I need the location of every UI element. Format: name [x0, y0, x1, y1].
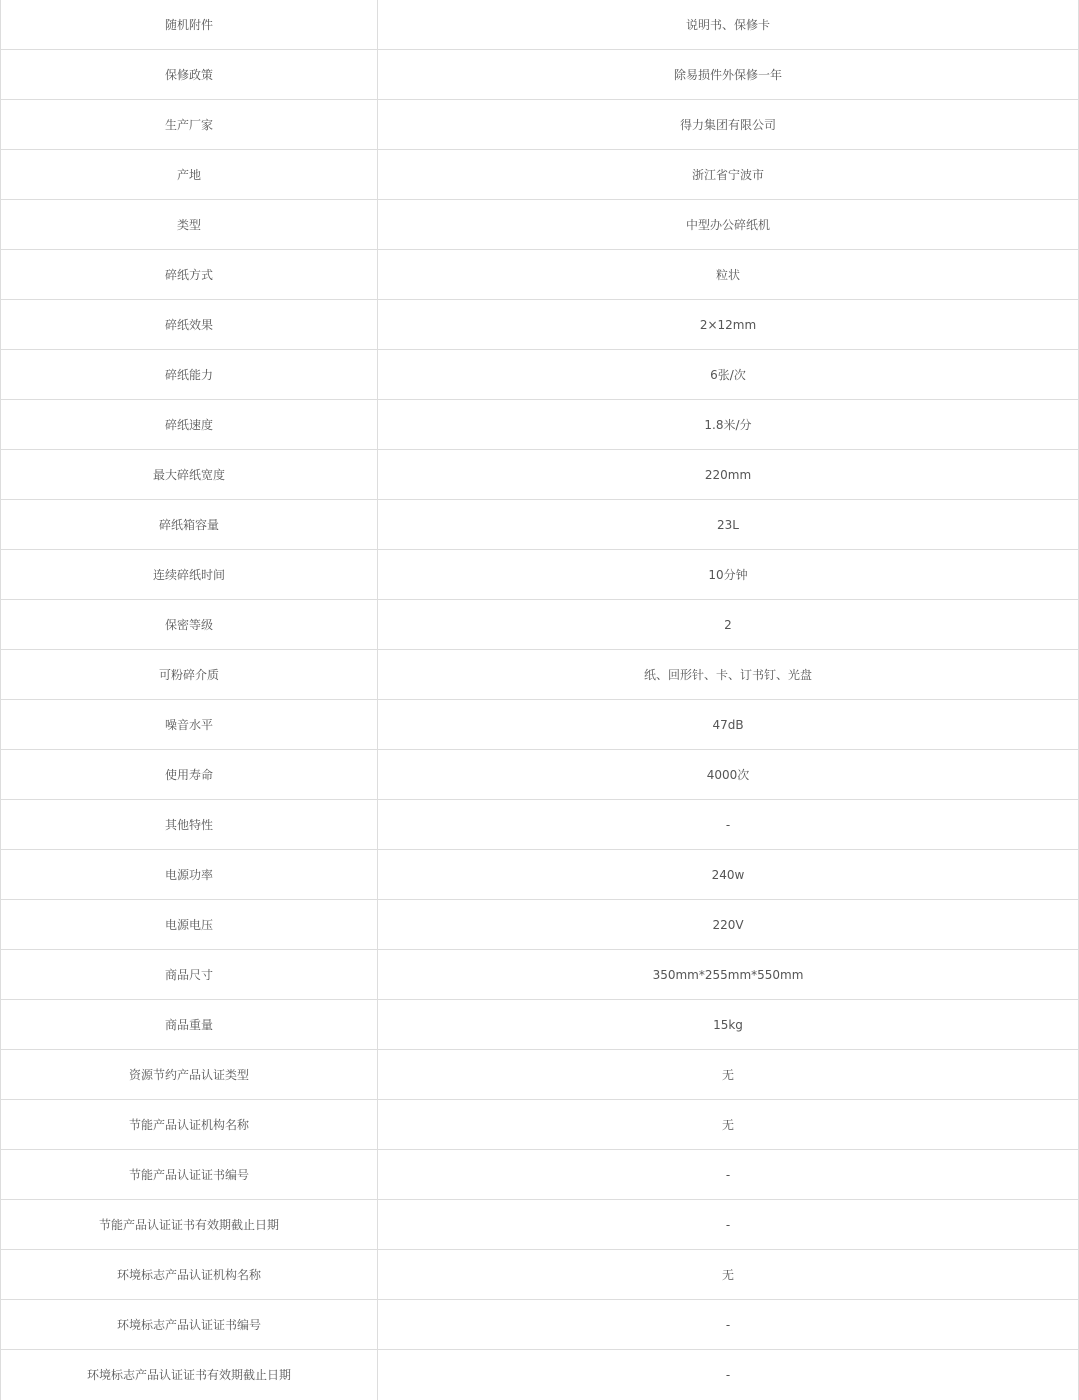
spec-value: 350mm*255mm*550mm [652, 967, 804, 982]
spec-value: 无 [721, 1267, 734, 1282]
spec-name: 产地 [1, 150, 378, 199]
spec-row [1, 1350, 1078, 1400]
spec-row [1, 250, 1078, 300]
spec-name: 可粉碎介质 [1, 650, 378, 699]
spec-row [1, 500, 1078, 550]
spec-name: 随机附件 [1, 0, 378, 49]
spec-name: 碎纸效果 [1, 300, 378, 349]
spec-row [1, 1000, 1078, 1050]
spec-row [1, 850, 1078, 900]
spec-name: 碎纸方式 [1, 250, 378, 299]
spec-name: 商品尺寸 [1, 950, 378, 999]
spec-name: 环境标志产品认证证书编号 [1, 1300, 378, 1349]
spec-value: 说明书、保修卡 [685, 17, 770, 32]
spec-value: - [725, 817, 731, 832]
spec-value: 23L [717, 517, 739, 532]
spec-name: 资源节约产品认证类型 [1, 1050, 378, 1099]
spec-name: 节能产品认证证书有效期截止日期 [1, 1200, 378, 1249]
spec-row [1, 800, 1078, 850]
spec-value: - [725, 1368, 731, 1382]
spec-name: 电源电压 [1, 900, 378, 949]
spec-name: 节能产品认证机构名称 [1, 1100, 378, 1149]
spec-row [1, 650, 1078, 700]
spec-name: 碎纸能力 [1, 350, 378, 399]
spec-name: 碎纸速度 [1, 400, 378, 449]
spec-value: 15kg [713, 1017, 743, 1032]
spec-value: 得力集团有限公司 [679, 117, 776, 132]
spec-value: 220V [712, 917, 744, 932]
spec-row [1, 1250, 1078, 1300]
spec-name: 连续碎纸时间 [1, 550, 378, 599]
spec-value: 47dB [712, 717, 744, 732]
spec-name: 噪音水平 [1, 700, 378, 749]
spec-value: 4000次 [706, 767, 750, 782]
spec-value: 除易损件外保修一年 [673, 67, 782, 82]
spec-value: 220mm [704, 467, 752, 482]
spec-name: 环境标志产品认证机构名称 [1, 1250, 378, 1299]
spec-value: 浙江省宁波市 [691, 167, 764, 182]
spec-value: - [725, 1217, 731, 1232]
spec-value: 2 [724, 617, 732, 632]
spec-name: 最大碎纸宽度 [1, 450, 378, 499]
spec-row [1, 550, 1078, 600]
spec-value: 无 [721, 1067, 734, 1082]
spec-row [1, 900, 1078, 950]
spec-name: 节能产品认证证书编号 [1, 1150, 378, 1199]
spec-row [1, 1300, 1078, 1350]
spec-row [1, 200, 1078, 250]
spec-row [1, 1050, 1078, 1100]
spec-name: 类型 [1, 200, 378, 249]
spec-name: 环境标志产品认证证书有效期截止日期 [1, 1350, 378, 1400]
spec-name: 使用寿命 [1, 750, 378, 799]
spec-row [1, 50, 1078, 100]
spec-row [1, 750, 1078, 800]
spec-row [1, 600, 1078, 650]
spec-row [1, 1150, 1078, 1200]
spec-row [1, 1100, 1078, 1150]
spec-row [1, 150, 1078, 200]
spec-name: 保密等级 [1, 600, 378, 649]
spec-value: 粒状 [715, 267, 740, 282]
spec-row [1, 350, 1078, 400]
spec-value: 240w [711, 867, 745, 882]
spec-row [1, 400, 1078, 450]
spec-value: 6张/次 [710, 367, 746, 382]
spec-value: 1.8米/分 [704, 417, 752, 432]
spec-name: 商品重量 [1, 1000, 378, 1049]
spec-name: 生产厂家 [1, 100, 378, 149]
spec-value: 无 [721, 1117, 734, 1132]
spec-name: 其他特性 [1, 800, 378, 849]
spec-value: 2×12mm [699, 317, 757, 332]
spec-row [1, 100, 1078, 150]
spec-row [1, 700, 1078, 750]
spec-value: 10分钟 [708, 567, 748, 582]
spec-row [1, 300, 1078, 350]
spec-row [1, 0, 1078, 50]
spec-name: 电源功率 [1, 850, 378, 899]
spec-name: 碎纸箱容量 [1, 500, 378, 549]
spec-row [1, 450, 1078, 500]
spec-value: - [725, 1317, 731, 1332]
spec-name: 保修政策 [1, 50, 378, 99]
spec-row [1, 950, 1078, 1000]
spec-value: 纸、回形针、卡、订书钉、光盘 [643, 667, 812, 682]
spec-value: - [725, 1167, 731, 1182]
spec-row [1, 1200, 1078, 1250]
spec-value: 中型办公碎纸机 [685, 217, 770, 232]
